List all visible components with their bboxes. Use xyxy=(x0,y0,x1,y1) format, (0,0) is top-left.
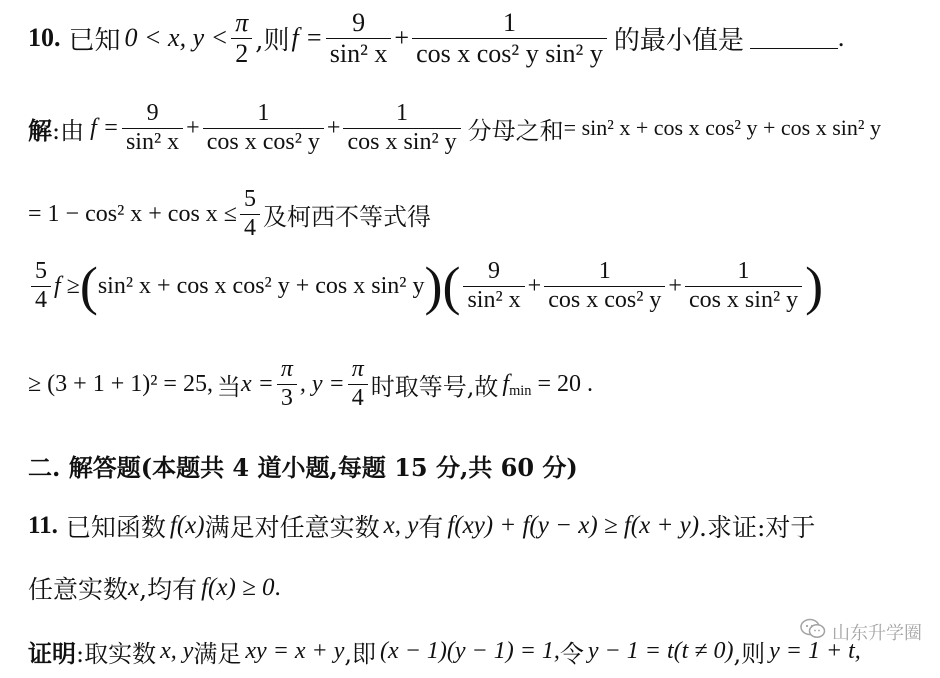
fraction-pi-2: $\frac{\pi}{2}$ xyxy=(231,8,252,69)
question-11-cont: 任意实数 x ,均有 f(x) ≥ 0 . xyxy=(28,574,281,604)
section-note: (本题共 4 道小题,每题 15 分,共 60 分) xyxy=(140,453,578,482)
watermark-text: 山东升学圈 xyxy=(832,622,922,644)
solution-label: 解 xyxy=(28,115,52,145)
proof-label: 证明 xyxy=(28,639,76,668)
section-heading xyxy=(28,448,578,483)
watermark xyxy=(800,618,922,645)
solution-line-1: 解 :由 f = $\frac{9}{\text{sin² x}}$ + $\frac{1}{\text{cos x cos² y}}$ + $\frac{1}{\text{cos x sin² y}}$ 分母之和 = sin² x + cos x cos² y + cos x sin² y xyxy=(28,100,881,155)
answer-blank xyxy=(750,28,838,49)
wechat-icon xyxy=(800,618,826,645)
section-title: 二. 解答题 xyxy=(28,453,141,482)
solution-line-4: ≥ (3 + 1 + 1)² = 25, 当 x = $\frac{\pi}{3}$ , y = $\frac{\pi}{4}$ 时取等号,故 f $_{min}$ = 20 . xyxy=(28,356,593,411)
solution-line-3: $\frac{5}{4}$ f ≥ ( sin² x + cos x cos² y + cos x sin² y )( $\frac{9}{\text{sin² x}}$ + $\frac{1}{\text{cos x cos² y}}$ + $\frac{1}{\text{cos x sin² y}}$ ) xyxy=(28,258,823,314)
question-11: 11. 已知函数 f(x) 满足对任意实数 x, y 有 f(xy) + f(y − x) ≥ f(x + y) .求证:对于 xyxy=(28,512,816,542)
solution-line-2: = 1 − cos² x + cos x ≤ $\frac{5}{4}$ 及柯西不等式得 xyxy=(28,186,431,241)
question-10: 10. 已知 0 < x, y < $\frac{\pi}{2}$ ,则 f = $\frac{9}{\text{sin² x}}$ + $\frac{1}{\text{cos x cos² y sin² y}}$ 的最小值是 . xyxy=(28,8,845,68)
proof-line: 证明 :取实数 x, y 满足 xy = x + y ,即 (x − 1)(y − 1) = 1, 令 y − 1 = t(t ≠ 0) ,则 y = 1 + t, xyxy=(28,634,861,669)
question-number: 11. xyxy=(28,512,58,539)
question-number: 10. xyxy=(28,23,61,53)
